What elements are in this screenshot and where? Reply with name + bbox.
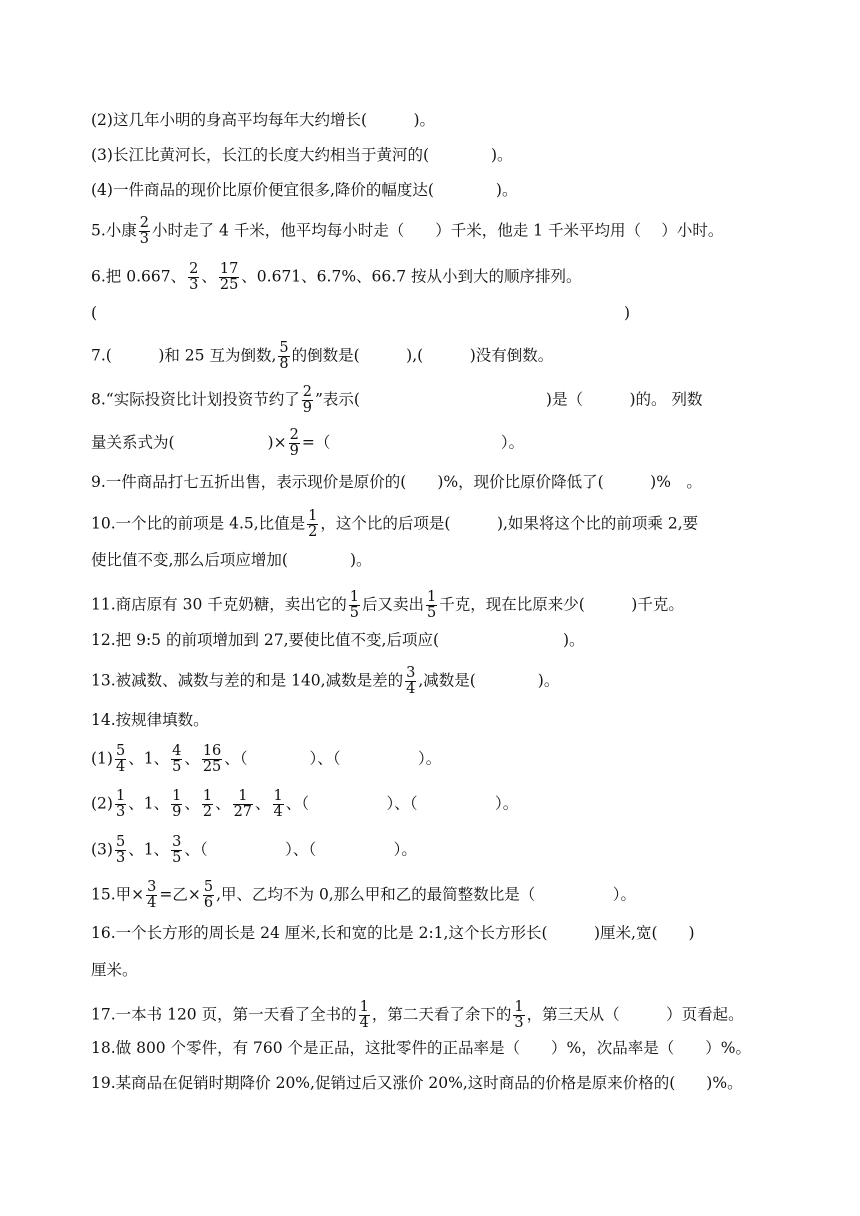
question-18: 18.做 800 个零件，有 760 个是正品，这批零件的正品率是（ ）%，次品率是（ ）%。 (91, 1039, 751, 1057)
question-7 (91, 341, 553, 372)
question-11 (91, 590, 684, 621)
question-14: 14.按规律填数。 (91, 711, 209, 729)
question-text: 、1、 (128, 749, 170, 768)
fraction: $\frac{2}{3}$ (139, 215, 150, 247)
question-text: ，这个比的后项是( ),如果将这个比的前项乘 2,要 (320, 514, 699, 533)
fraction: $\frac{2}{3}$ (189, 261, 199, 293)
question-text: (1) (91, 749, 113, 768)
question-17 (91, 1000, 744, 1031)
question-16-line-2: 厘米。 (91, 961, 138, 979)
question-4-2: (2)这几年小明的身高平均每年大约增长( )。 (91, 111, 436, 129)
question-6 (91, 262, 582, 293)
question-text: 8.“实际投资比计划投资节约了 (91, 390, 300, 409)
question-16: 16.一个长方形的周长是 24 厘米,长和宽的比是 2:1,这个长方形长( )厘米,宽( ) (91, 924, 695, 942)
question-text: 量关系式为( )× (91, 433, 287, 452)
question-8-line-2 (91, 428, 524, 459)
question-text: ”表示( )是（ )的。 列数 (314, 390, 703, 409)
question-text: 17.一本书 120 页，第一天看了全书的 (91, 1005, 357, 1024)
fraction: $\frac{1}{27}$ (233, 788, 253, 820)
question-14-3 (91, 835, 417, 866)
question-text: 13.被减数、减数与差的和是 140,减数是差的 (91, 671, 404, 690)
fraction: $\frac{3}{4}$ (406, 665, 416, 697)
question-text: 、（ ）、（ ）。 (184, 840, 417, 859)
fraction: $\frac{16}{25}$ (202, 743, 222, 775)
question-text: 6.把 0.667、 (91, 267, 187, 286)
question-text: ,减数是( )。 (418, 671, 560, 690)
question-10 (91, 509, 698, 540)
fraction: $\frac{2}{9}$ (302, 384, 312, 416)
fraction: $\frac{2}{9}$ (289, 427, 299, 459)
question-text: =（ ）。 (301, 433, 525, 452)
question-text: 5.小康 (91, 221, 137, 240)
question-text: ，第二天看了余下的 (371, 1005, 512, 1024)
question-8 (91, 385, 702, 416)
fraction: $\frac{1}{5}$ (426, 589, 437, 621)
fraction: $\frac{1}{4}$ (359, 999, 369, 1031)
question-6-answer-line: ( ) (91, 304, 631, 322)
question-text: 11.商店原有 30 千克奶糖，卖出它的 (91, 595, 347, 614)
question-text: 、 (184, 749, 200, 768)
question-text: 、 (184, 794, 200, 813)
question-12: 12.把 9:5 的前项增加到 27,要使比值不变,后项应( )。 (91, 631, 585, 649)
question-text: 、（ ）、（ ）。 (285, 794, 519, 813)
question-text: 千克，现在比原来少( )千克。 (439, 595, 684, 614)
question-text: 15.甲× (91, 885, 145, 904)
question-text: 的倒数是( ),( )没有倒数。 (291, 346, 554, 365)
fraction: $\frac{4}{5}$ (172, 743, 182, 775)
question-text: 、0.671、6.7%、66.7 按从小到大的顺序排列。 (241, 267, 582, 286)
question-text: 、 (215, 794, 231, 813)
fraction: $\frac{1}{9}$ (172, 788, 182, 820)
question-15 (91, 880, 636, 911)
question-text: (3) (91, 840, 113, 859)
question-4-4: (4)一件商品的现价比原价便宜很多,降价的幅度达( )。 (91, 181, 518, 199)
fraction: $\frac{1}{2}$ (202, 788, 213, 820)
fraction: $\frac{5}{6}$ (203, 879, 214, 911)
question-text: =乙× (159, 885, 201, 904)
fraction: $\frac{5}{3}$ (115, 834, 126, 866)
question-text: 、 (201, 267, 217, 286)
fraction: $\frac{1}{4}$ (273, 788, 283, 820)
question-text: 、（ ）、（ ）。 (224, 749, 442, 768)
question-13 (91, 666, 559, 697)
question-text: (2) (91, 794, 113, 813)
question-text: 、 (255, 794, 271, 813)
fraction: $\frac{1}{3}$ (514, 999, 524, 1031)
fraction: $\frac{5}{4}$ (115, 743, 126, 775)
fraction: $\frac{1}{3}$ (115, 788, 126, 820)
question-text: 7.( )和 25 互为倒数, (91, 346, 277, 365)
fraction: $\frac{1}{5}$ (349, 589, 359, 621)
question-text: 小时走了 4 千米，他平均每小时走（ ）千米，他走 1 千米平均用（ ）小时。 (152, 221, 724, 240)
question-5 (91, 216, 723, 247)
fraction: $\frac{1}{2}$ (308, 508, 318, 540)
question-text: ，第三天从（ ）页看起。 (526, 1005, 744, 1024)
fraction: $\frac{17}{25}$ (219, 261, 239, 293)
question-14-2 (91, 789, 518, 820)
question-10-line-2: 使比值不变,那么后项应增加( )。 (91, 551, 372, 569)
fraction: $\frac{3}{4}$ (147, 879, 157, 911)
question-text: ,甲、乙均不为 0,那么甲和乙的最简整数比是（ ）。 (216, 885, 636, 904)
fraction: $\frac{3}{5}$ (172, 834, 182, 866)
question-text: 后又卖出 (361, 595, 424, 614)
question-text: 10.一个比的前项是 4.5,比值是 (91, 514, 306, 533)
question-text: 、1、 (128, 840, 170, 859)
question-text: 、1、 (128, 794, 170, 813)
question-14-1 (91, 744, 441, 775)
question-4-3: (3)长江比黄河长，长江的长度大约相当于黄河的( )。 (91, 146, 513, 164)
question-9: 9.一件商品打七五折出售，表示现价是原价的( )%，现价比原价降低了( )% 。 (91, 473, 702, 491)
question-19: 19.某商品在促销时期降价 20%,促销过后又涨价 20%,这时商品的价格是原来价格的( )%。 (91, 1074, 743, 1092)
fraction: $\frac{5}{8}$ (279, 340, 289, 372)
